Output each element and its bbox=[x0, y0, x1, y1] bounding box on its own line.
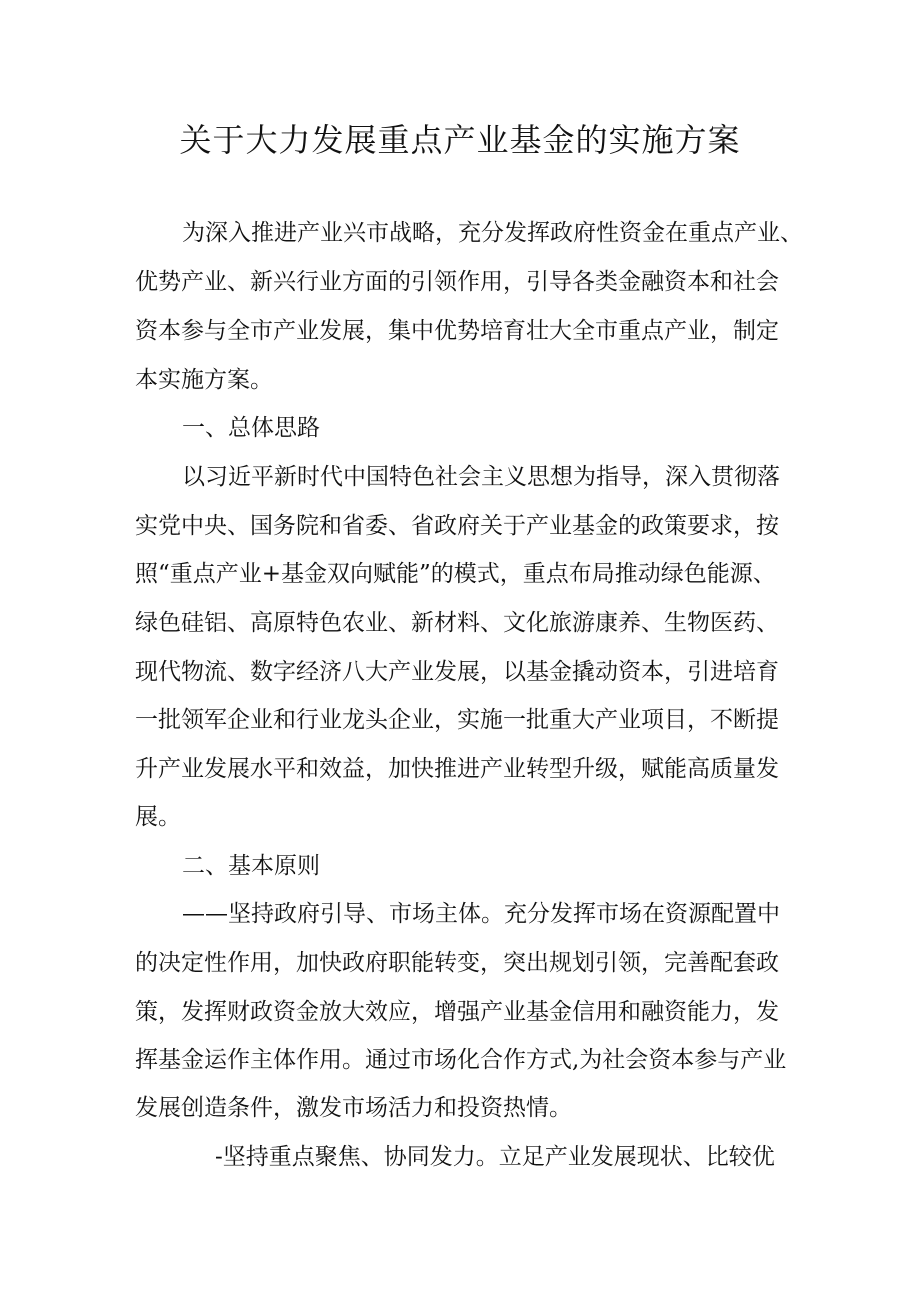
text-line: ——坚持政府引导、市场主体。充分发挥市场在资源配置中 bbox=[182, 901, 780, 927]
text-line: 绿色硅铝、高原特色农业、新材料、文化旅游康养、生物医药、 bbox=[135, 610, 779, 636]
section-heading-basic-principles: 二、基本原则 bbox=[182, 853, 320, 879]
text-line: 以习近平新时代中国特色社会主义思想为指导，深入贯彻落 bbox=[182, 464, 780, 490]
text-line: 的决定性作用，加快政府职能转变，突出规划引领，完善配套政 bbox=[135, 950, 779, 976]
text-line: 升产业发展水平和效益，加快推进产业转型升级，赋能高质量发 bbox=[135, 756, 779, 782]
text-line: 现代物流、数字经济八大产业发展，以基金撬动资本，引进培育 bbox=[135, 659, 779, 685]
text-line: 发展创造条件，激发市场活力和投资热情。 bbox=[135, 1095, 572, 1121]
text-line: 展。 bbox=[135, 804, 181, 830]
text-line: 本实施方案。 bbox=[135, 367, 273, 393]
text-line: 照“重点产业+基金双向赋能”的模式，重点布局推动绿色能源、 bbox=[135, 561, 776, 587]
text-line: 为深入推进产业兴市战略，充分发挥政府性资金在重点产业、 bbox=[182, 220, 803, 246]
text-line: 实党中央、国务院和省委、省政府关于产业基金的政策要求，按 bbox=[135, 513, 779, 539]
section-heading-overall-approach: 一、总体思路 bbox=[182, 415, 320, 441]
text-line: 挥基金运作主体作用。通过市场化合作方式,为社会资本参与产业 bbox=[135, 1047, 787, 1073]
text-line: 资本参与全市产业发展，集中优势培育壮大全市重点产业，制定 bbox=[135, 318, 779, 344]
page-title: 关于大力发展重点产业基金的实施方案 bbox=[179, 121, 741, 159]
text-line: 一批领军企业和行业龙头企业，实施一批重大产业项目，不断提 bbox=[135, 707, 779, 733]
text-line: 优势产业、新兴行业方面的引领作用，引导各类金融资本和社会 bbox=[135, 269, 779, 295]
text-line: 策，发挥财政资金放大效应，增强产业基金信用和融资能力，发 bbox=[135, 999, 779, 1025]
text-line: -坚持重点聚焦、协同发力。立足产业发展现状、比较优 bbox=[215, 1144, 775, 1170]
